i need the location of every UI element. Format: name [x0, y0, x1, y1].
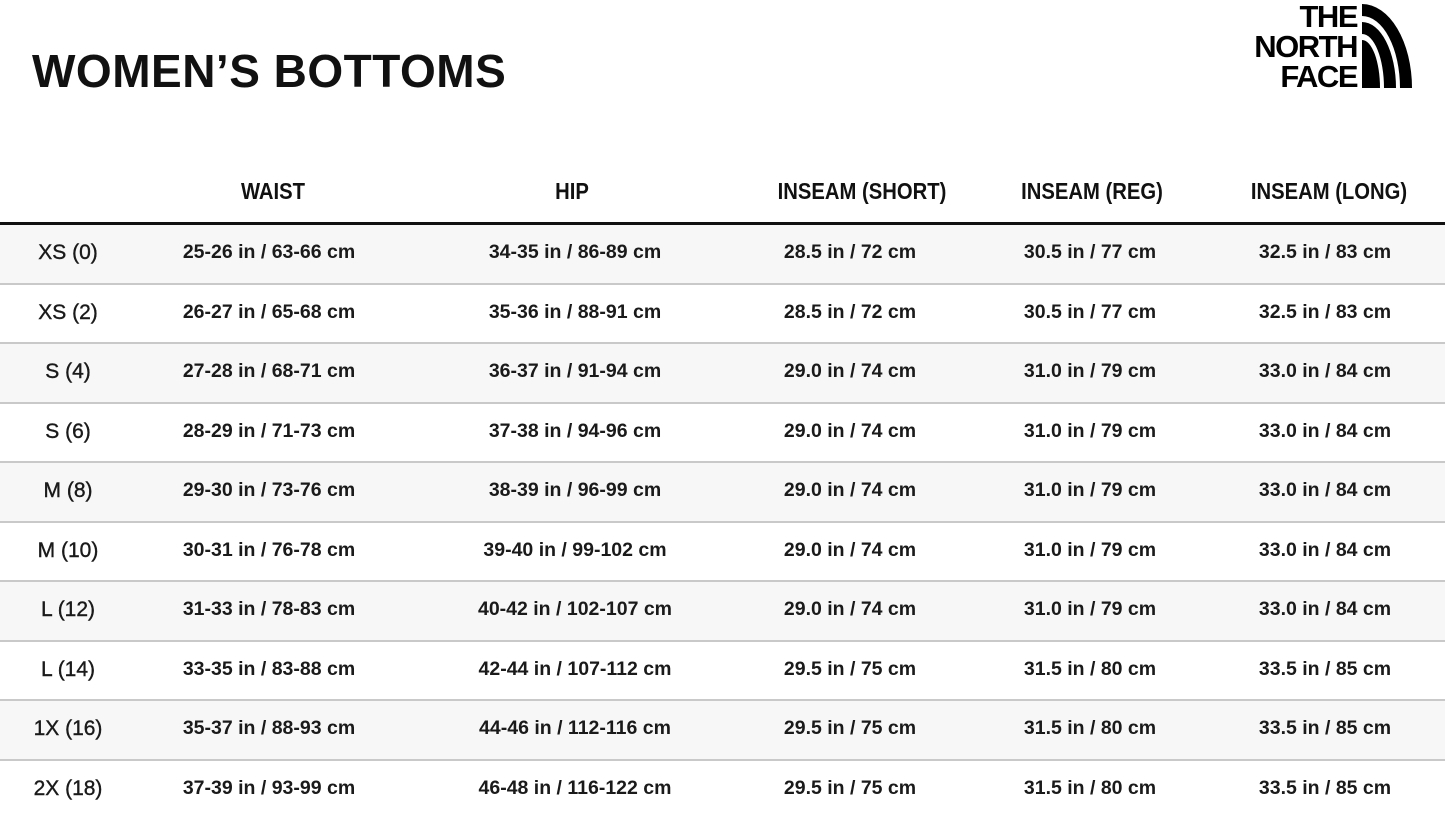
- cell-size: S (4): [45, 360, 91, 384]
- table-row: [0, 463, 1445, 523]
- cell-inseam-short: 28.5 in / 72 cm: [784, 241, 916, 264]
- cell-inseam-long: 32.5 in / 83 cm: [1259, 241, 1391, 264]
- cell-hip: 46-48 in / 116-122 cm: [479, 777, 672, 800]
- cell-size: XS (2): [38, 301, 98, 325]
- cell-size: L (14): [41, 658, 95, 682]
- cell-waist: 35-37 in / 88-93 cm: [183, 717, 355, 740]
- cell-inseam-short: 29.5 in / 75 cm: [784, 717, 916, 740]
- cell-size: L (12): [41, 598, 95, 622]
- cell-inseam-reg: 31.5 in / 80 cm: [1024, 777, 1156, 800]
- cell-inseam-reg: 31.5 in / 80 cm: [1024, 717, 1156, 740]
- column-header-waist: WAIST: [241, 178, 305, 205]
- cell-waist: 31-33 in / 78-83 cm: [183, 598, 355, 621]
- cell-inseam-long: 33.5 in / 85 cm: [1259, 717, 1391, 740]
- table-row: [0, 285, 1445, 345]
- cell-inseam-reg: 30.5 in / 77 cm: [1024, 241, 1156, 264]
- cell-inseam-short: 28.5 in / 72 cm: [784, 301, 916, 324]
- table-row: [0, 642, 1445, 702]
- cell-waist: 26-27 in / 65-68 cm: [183, 301, 355, 324]
- cell-inseam-short: 29.0 in / 74 cm: [784, 360, 916, 383]
- cell-hip: 38-39 in / 96-99 cm: [489, 479, 661, 502]
- cell-hip: 37-38 in / 94-96 cm: [489, 420, 661, 443]
- cell-inseam-reg: 31.0 in / 79 cm: [1024, 539, 1156, 562]
- cell-hip: 40-42 in / 102-107 cm: [478, 598, 672, 621]
- table-row: [0, 225, 1445, 285]
- cell-hip: 36-37 in / 91-94 cm: [489, 360, 661, 383]
- cell-inseam-long: 33.5 in / 85 cm: [1259, 658, 1391, 681]
- svg-text:FACE: FACE: [1280, 59, 1358, 92]
- cell-inseam-short: 29.0 in / 74 cm: [784, 598, 916, 621]
- cell-hip: 34-35 in / 86-89 cm: [489, 241, 661, 264]
- cell-size: XS (0): [38, 241, 98, 265]
- column-header-inseam-reg: INSEAM (REG): [1021, 178, 1163, 205]
- cell-inseam-long: 33.0 in / 84 cm: [1259, 420, 1391, 443]
- cell-inseam-long: 33.0 in / 84 cm: [1259, 479, 1391, 502]
- cell-size: 1X (16): [34, 717, 103, 741]
- cell-inseam-reg: 30.5 in / 77 cm: [1024, 301, 1156, 324]
- cell-hip: 42-44 in / 107-112 cm: [479, 658, 672, 681]
- table-row: [0, 344, 1445, 404]
- cell-waist: 25-26 in / 63-66 cm: [183, 241, 355, 264]
- cell-inseam-short: 29.0 in / 74 cm: [784, 479, 916, 502]
- cell-size: S (6): [45, 420, 91, 444]
- cell-waist: 28-29 in / 71-73 cm: [183, 420, 355, 443]
- cell-inseam-long: 33.0 in / 84 cm: [1259, 598, 1391, 621]
- table-header: [0, 160, 1445, 225]
- cell-hip: 44-46 in / 112-116 cm: [479, 717, 671, 740]
- column-header-hip: HIP: [555, 178, 589, 205]
- north-face-logo: [1218, 0, 1414, 92]
- cell-inseam-short: 29.0 in / 74 cm: [784, 539, 916, 562]
- svg-text:NORTH: NORTH: [1254, 29, 1357, 64]
- table-row: [0, 523, 1445, 583]
- table-row: [0, 761, 1445, 818]
- cell-waist: 29-30 in / 73-76 cm: [183, 479, 355, 502]
- svg-text:THE: THE: [1300, 0, 1358, 34]
- cell-inseam-long: 33.5 in / 85 cm: [1259, 777, 1391, 800]
- cell-inseam-reg: 31.0 in / 79 cm: [1024, 479, 1156, 502]
- cell-inseam-short: 29.5 in / 75 cm: [784, 658, 916, 681]
- cell-waist: 30-31 in / 76-78 cm: [183, 539, 355, 562]
- cell-inseam-reg: 31.0 in / 79 cm: [1024, 360, 1156, 383]
- cell-inseam-reg: 31.5 in / 80 cm: [1024, 658, 1156, 681]
- table-row: [0, 701, 1445, 761]
- cell-size: 2X (18): [34, 777, 103, 801]
- cell-waist: 37-39 in / 93-99 cm: [183, 777, 355, 800]
- cell-inseam-long: 33.0 in / 84 cm: [1259, 360, 1391, 383]
- size-table-body: [0, 225, 1445, 818]
- table-row: [0, 582, 1445, 642]
- cell-size: M (10): [38, 539, 99, 563]
- column-header-inseam-long: INSEAM (LONG): [1251, 178, 1407, 205]
- cell-waist: 33-35 in / 83-88 cm: [183, 658, 355, 681]
- cell-inseam-long: 32.5 in / 83 cm: [1259, 301, 1391, 324]
- cell-inseam-long: 33.0 in / 84 cm: [1259, 539, 1391, 562]
- cell-hip: 35-36 in / 88-91 cm: [489, 301, 661, 324]
- cell-size: M (8): [44, 479, 93, 503]
- table-row: [0, 404, 1445, 464]
- cell-waist: 27-28 in / 68-71 cm: [183, 360, 355, 383]
- cell-inseam-short: 29.5 in / 75 cm: [784, 777, 916, 800]
- cell-hip: 39-40 in / 99-102 cm: [483, 539, 666, 562]
- cell-inseam-short: 29.0 in / 74 cm: [784, 420, 916, 443]
- column-header-inseam-short: INSEAM (SHORT): [778, 178, 947, 205]
- page-title: WOMEN’S BOTTOMS: [32, 44, 506, 98]
- cell-inseam-reg: 31.0 in / 79 cm: [1024, 598, 1156, 621]
- cell-inseam-reg: 31.0 in / 79 cm: [1024, 420, 1156, 443]
